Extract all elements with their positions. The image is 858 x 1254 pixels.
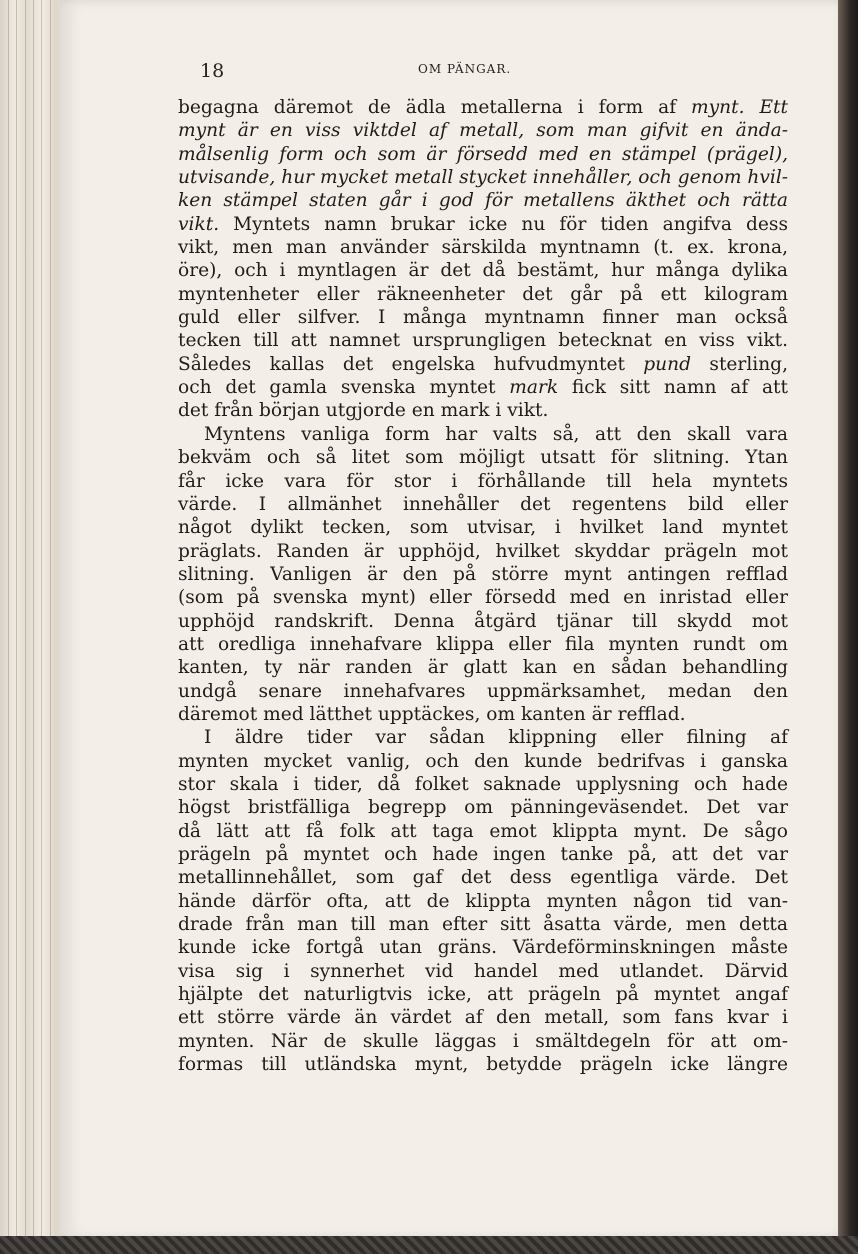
text-run: öre), och i myntlagen är det då bestämt, hur många dylika — [178, 260, 788, 282]
text-line — [178, 610, 788, 633]
text-line — [178, 936, 788, 959]
italic-text: pund — [643, 353, 692, 375]
text-line — [178, 376, 788, 399]
text-run: stor skala i tider, då folket saknade upplysning och hade — [178, 773, 788, 795]
text-run: (som på svenska mynt) eller försedd med en inristad eller — [178, 587, 788, 609]
text-line — [178, 166, 788, 189]
background-surface — [0, 1236, 858, 1254]
text-line — [178, 119, 788, 142]
text-line — [178, 189, 788, 212]
running-head: OM PÄNGAR. — [418, 62, 512, 76]
text-run: högst bristfälliga begrepp om pänningeväsendet. Det var — [178, 797, 788, 819]
text-run: kanten, ty när randen är glatt kan en sådan behandling — [178, 657, 788, 679]
text-line — [178, 656, 788, 679]
text-run: upphöjd randskrift. Denna åtgärd tjänar till skydd mot — [178, 610, 788, 632]
text-line — [178, 143, 788, 166]
text-line — [178, 773, 788, 796]
text-run: slitning. Vanligen är den på större mynt antingen refflad — [178, 563, 788, 585]
text-line — [178, 1053, 788, 1076]
text-line — [178, 866, 788, 889]
italic-text: ken stämpel staten går i god för metallens äkthet och rätta — [178, 190, 788, 212]
text-line — [178, 329, 788, 352]
text-line — [178, 563, 788, 586]
text-run: Således kallas det engelska hufvudmyntet — [178, 353, 644, 375]
text-run: metallinnehållet, som gaf det dess egentliga värde. Det — [178, 867, 788, 889]
text-line — [178, 983, 788, 1006]
text-run: begagna däremot de ädla metallerna i form af — [178, 97, 692, 118]
text-run: får icke vara för stor i förhållande till hela myntets — [178, 470, 788, 492]
text-line — [178, 1030, 788, 1053]
text-line — [178, 470, 788, 493]
text-run: sterling, — [691, 353, 788, 375]
text-run: hände därför ofta, att de klippta mynten någon tid van- — [178, 890, 788, 912]
italic-text: målsenlig form och som är försedd med en stämpel (prägel), — [178, 143, 788, 165]
text-run: Myntets namn brukar icke nu för tiden angifva dess — [219, 213, 788, 235]
text-run: värde. I allmänhet innehåller det regentens bild eller — [178, 493, 788, 515]
text-line — [178, 259, 788, 282]
text-line — [178, 423, 788, 446]
text-run: något dylikt tecken, som utvisar, i hvilket land myntet — [178, 517, 788, 539]
text-run: att oredliga innehafvare klippa eller fila mynten rundt om — [178, 633, 788, 655]
text-line — [178, 890, 788, 913]
text-line — [178, 96, 788, 119]
text-run: prägeln på myntet och hade ingen tanke på, att det var — [178, 844, 788, 865]
text-line — [178, 796, 788, 819]
text-line — [178, 633, 788, 656]
text-run: formas till utländska mynt, betydde prägeln icke längre — [178, 1054, 788, 1076]
text-line — [178, 1006, 788, 1029]
text-line — [178, 540, 788, 563]
text-line — [178, 913, 788, 936]
text-run: undgå senare innehafvares uppmärksamhet, medan den — [178, 680, 788, 702]
text-line — [178, 750, 788, 773]
text-run: vikt, men man använder särskilda myntnamn (t. ex. krona, — [178, 237, 788, 259]
text-run: Myntens vanliga form har valts så, att den skall vara — [204, 423, 788, 445]
text-line — [178, 283, 788, 306]
italic-text: mynt. — [691, 97, 745, 118]
text-line — [178, 726, 788, 749]
text-run: då lätt att få folk att taga emot klippta mynt. De sågo — [178, 820, 788, 842]
text-line — [178, 353, 788, 376]
text-run: mynten mycket vanlig, och den kunde bedrifvas i ganska — [178, 750, 788, 772]
text-line — [178, 516, 788, 539]
text-run — [745, 97, 760, 118]
body-text — [178, 96, 788, 1076]
italic-text: utvisande, hur mycket metall stycket innehåller, och genom hvil- — [178, 167, 789, 189]
text-line — [178, 306, 788, 329]
text-run: ett större värde än värdet af den metall, som fans kvar i — [178, 1007, 788, 1029]
text-run: mynten. När de skulle läggas i smältdegeln för att om- — [178, 1030, 788, 1052]
text-run: fick sitt namn af att — [558, 377, 788, 399]
text-run: och det gamla svenska myntet — [178, 377, 510, 399]
page-right-edge — [838, 0, 858, 1254]
italic-text: mynt är en viss viktdel af metall, som man gifvit en ända- — [178, 120, 788, 142]
text-run: däremot med lätthet upptäckes, om kanten är refflad. — [178, 703, 686, 725]
text-run: det från början utgjorde en mark i vikt. — [178, 400, 549, 422]
text-run: tecken till att namnet ursprungligen betecknat en viss vikt. — [178, 330, 788, 352]
italic-text: vikt. — [178, 213, 220, 235]
text-run: I äldre tider var sådan klippning eller filning af — [204, 727, 788, 749]
text-run: präglats. Randen är upphöjd, hvilket skyddar prägeln mot — [178, 540, 788, 562]
text-line — [178, 493, 788, 516]
text-line — [178, 820, 788, 843]
italic-text: mark — [509, 377, 559, 399]
text-line — [178, 236, 788, 259]
text-run: hjälpte det naturligtvis icke, att prägeln på myntet angaf — [178, 984, 788, 1006]
text-line — [178, 446, 788, 469]
text-line — [178, 960, 788, 983]
text-run: guld eller silfver. I många myntnamn finner man också — [178, 307, 788, 329]
text-run: drade från man till man efter sitt åsatta värde, men detta — [178, 914, 788, 936]
text-line — [178, 586, 788, 609]
text-run: myntenheter eller räkneenheter det går på ett kilogram — [178, 283, 788, 305]
text-line — [178, 680, 788, 703]
text-line — [178, 703, 788, 726]
text-line — [178, 213, 788, 236]
italic-text: Ett — [759, 97, 789, 118]
text-line — [178, 843, 788, 866]
text-run: bekväm och så litet som möjligt utsatt för slitning. Ytan — [178, 447, 788, 469]
text-run: visa sig i synnerhet vid handel med utlandet. Därvid — [178, 960, 788, 982]
page-number: 18 — [200, 60, 225, 82]
text-line — [178, 399, 788, 422]
text-run: kunde icke fortgå utan gräns. Värdeförminskningen måste — [178, 937, 788, 959]
